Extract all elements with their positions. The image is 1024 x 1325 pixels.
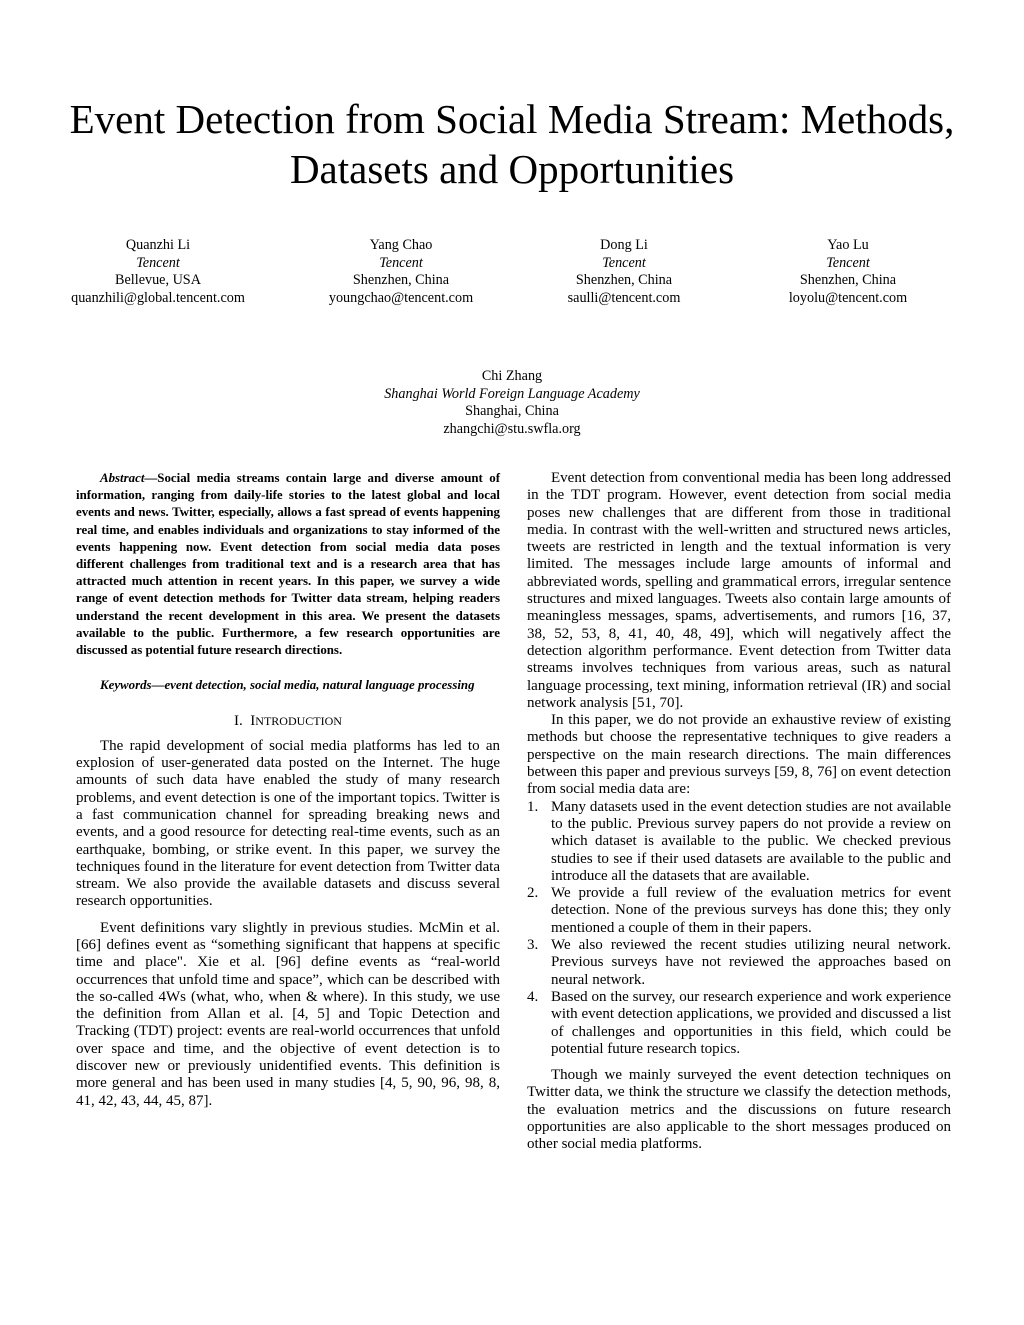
paper-title (40, 94, 984, 194)
list-item-text: Based on the survey, our research experience and work experience with event detection applications, we provided and discussed a list of challenges and opportunities in this field, which could be potential future research topics. (551, 988, 951, 1057)
author-affiliation: Tencent (602, 254, 646, 271)
author-name: Chi Zhang (481, 368, 543, 384)
list-item (527, 885, 951, 937)
author-5 (312, 368, 712, 438)
author-email: loyolu@tencent.com (788, 289, 908, 306)
list-item (527, 799, 951, 885)
author-name: Dong Li (600, 237, 648, 253)
title-line-2: Datasets and Opportunities (289, 146, 735, 192)
author-affiliation: Tencent (379, 254, 423, 271)
intro-paragraph-5: Though we mainly surveyed the event detection techniques on Twitter data, we think the structure we classify the detection methods, the evaluation metrics and the discussions on future research opportunities are also applicable to the short messages produced on other social media platforms. (527, 1067, 951, 1153)
list-item-text: We provide a full review of the evaluation metrics for event detection. None of the previous surveys has done this; they only mentioned a couple of them in their papers. (551, 885, 951, 936)
abstract-label: Abstract (100, 471, 145, 485)
list-item-number: 2. (527, 885, 539, 902)
author-email: saulli@tencent.com (567, 289, 681, 306)
author-1 (40, 237, 276, 307)
author-4 (730, 237, 966, 307)
list-item-number: 1. (527, 798, 539, 815)
section-number: I. (234, 713, 243, 730)
list-item-text: Many datasets used in the event detection studies are not available to the public. Previous survey papers do not provide a review on which dataset is available to the public. We checked previous studies to see if their used datasets are available to the public and introduce all the datasets that are available. (551, 798, 951, 884)
author-3 (506, 237, 742, 307)
author-location: Shenzhen, China (352, 272, 450, 288)
intro-paragraph-3: Event detection from conventional media has been long addressed in the TDT program. However, event detection from social media poses new challenges that are different from those in traditional media. In contrast with the well-written and structured news articles, tweets are restricted in length and the textual information is very limited. The messages include large amounts of informal and abbreviated words, spelling and grammatical errors, irregular sentence structures and mixed languages. Tweets also contain large amounts of meaningless messages, spams, advertisements, and rumors [16, 37, 38, 52, 53, 8, 41, 40, 48, 49], which will negatively affect the detection algorithm performance. Event detection from Twitter data streams involves techniques from various areas, such as natural language processing, text mining, information retrieval (IR) and social network analysis [51, 70]. (527, 470, 951, 711)
section-title-rest: NTRODUCTION (255, 714, 342, 729)
author-affiliation: Tencent (136, 254, 180, 271)
abstract (76, 470, 500, 659)
abstract-text: —Social media streams contain large and diverse amount of information, ranging from daily-life stories to the latest global and local events and news. Twitter, especially, allows a fast spread of events happening real time, and enables individuals and organizations to stay informed of the events happening now. Event detection from social media data poses different challenges from traditional text and is a research area that has attracted much attention in recent years. In this paper, we survey a wide range of event detection methods for Twitter data stream, helping readers understand the recent development in this area. We present the datasets available to the public. Furthermore, a few research opportunities are discussed as potential future research directions. (76, 471, 500, 658)
list-item-number: 4. (527, 988, 539, 1005)
intro-paragraph-1: The rapid development of social media platforms has led to an explosion of user-generated data posted on the Internet. The huge amounts of such data have enabled the study of many research problems, and event detection is one of the important topics. Twitter is a fast communication channel for spreading breaking news and events, and a good resource for detecting real-time events, such as an earthquake, bombing, or strike event. In this paper, we survey the techniques found in the literature for event detection from Twitter data stream. We also provide the available datasets and discuss several research opportunities. (76, 737, 500, 910)
author-2 (283, 237, 519, 307)
author-location: Shanghai, China (465, 403, 559, 419)
list-item (527, 989, 951, 1058)
author-location: Bellevue, USA (115, 272, 201, 288)
author-email: zhangchi@stu.swfla.org (443, 420, 581, 437)
intro-paragraph-2: Event definitions vary slightly in previous studies. McMin et al. [66] defines event as “something significant that happens at specific time and place". Xie et al. [96] define events as “real-world occurrences that unfold time and space”, which can be described with the so-called 4Ws (what, who, when & where). In this study, we use the definition from Allan et al. [4, 5] and Topic Detection and Tracking (TDT) project: events are real-world occurrences that unfold over space and time, and the objective of event detection is to discover new or previously unidentified events. This definition is more general and has been used in many studies [4, 5, 90, 96, 98, 8, 41, 42, 43, 44, 45, 87]. (76, 919, 500, 1109)
author-name: Yao Lu (827, 237, 869, 253)
author-email: quanzhili@global.tencent.com (71, 289, 245, 306)
section-heading-introduction (76, 713, 500, 730)
list-item (527, 937, 951, 989)
author-name: Yang Chao (369, 237, 433, 253)
author-location: Shenzhen, China (799, 272, 897, 288)
contribution-list (527, 799, 951, 1058)
author-name: Quanzhi Li (125, 237, 191, 253)
list-item-text: We also reviewed the recent studies utilizing neural network. Previous surveys have not reviewed the approaches based on neural network. (551, 937, 951, 988)
section-title-initial: I (250, 713, 256, 730)
title-line-1: Event Detection from Social Media Stream: Methods, (69, 96, 955, 142)
author-email: youngchao@tencent.com (328, 289, 474, 306)
right-column (527, 470, 951, 1154)
author-affiliation: Shanghai World Foreign Language Academy (384, 385, 640, 402)
list-item-number: 3. (527, 937, 539, 954)
keywords: Keywords—event detection, social media, natural language processing (100, 678, 475, 693)
intro-paragraph-4: In this paper, we do not provide an exhaustive review of existing methods but choose the representative techniques to give readers a perspective on the main research directions. The main differences between this paper and previous surveys [59, 8, 76] on event detection from social media data are: (527, 712, 951, 798)
author-location: Shenzhen, China (575, 272, 673, 288)
author-affiliation: Tencent (826, 254, 870, 271)
left-column (76, 470, 500, 1110)
